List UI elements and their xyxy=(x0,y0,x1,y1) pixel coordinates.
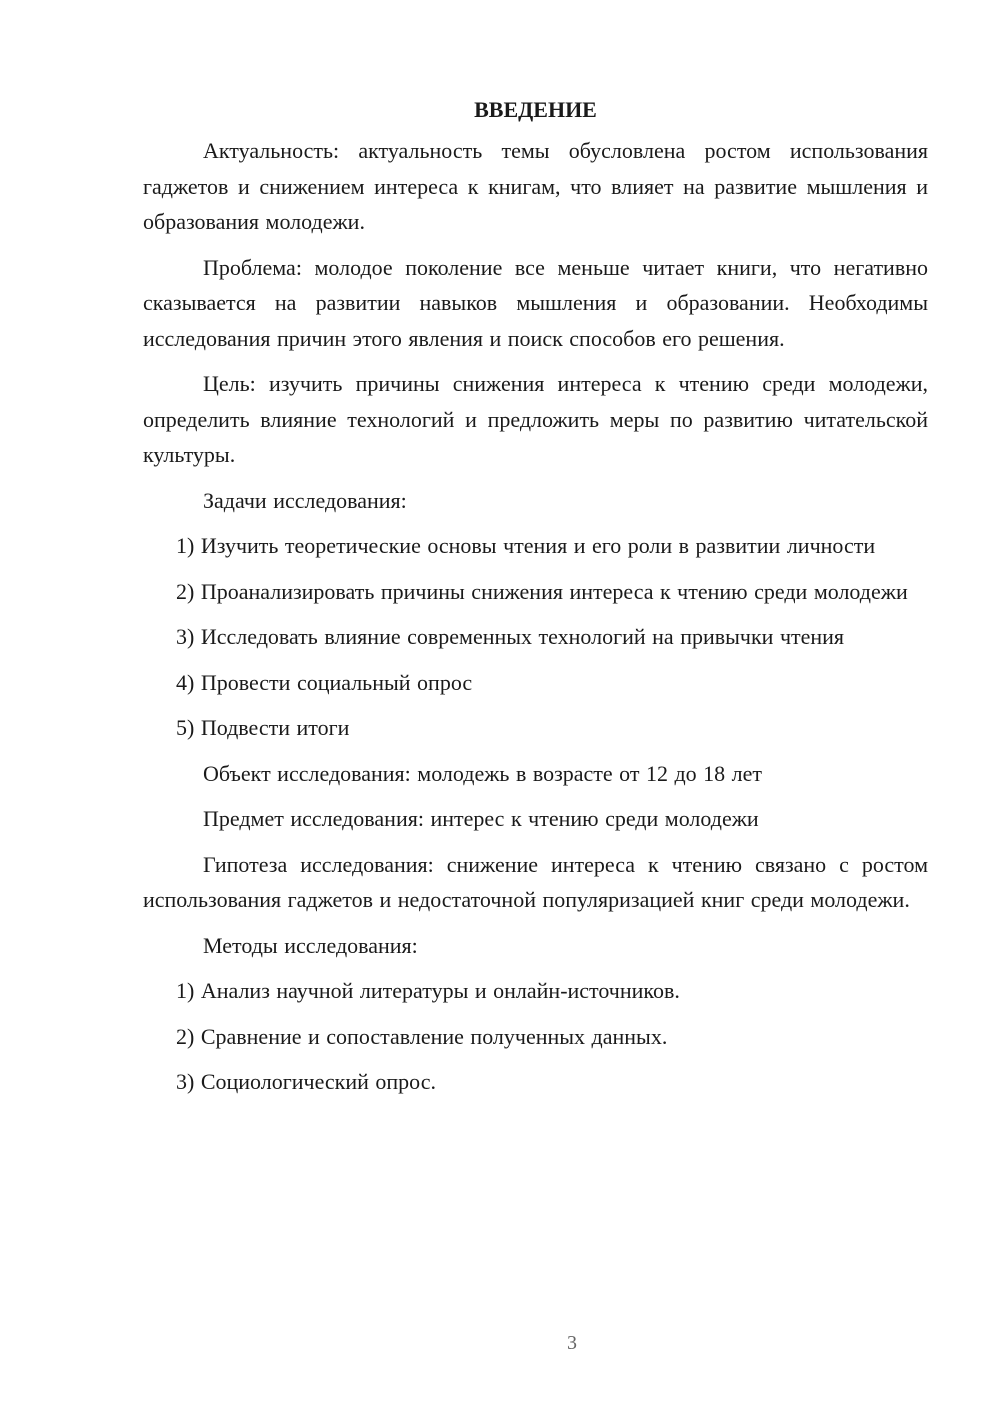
goal-paragraph: Цель: изучить причины снижения интереса к чтению среди молодежи, определить влияние технологий и предложить меры по развитию читательской культуры. xyxy=(143,371,928,467)
relevance-paragraph: Актуальность: актуальность темы обусловлена ростом использования гаджетов и снижением интереса к книгам, что влияет на развитие мышления и образования молодежи. xyxy=(143,138,928,234)
task-item: 2) Проанализировать причины снижения интереса к чтению среди молодежи xyxy=(176,578,908,604)
hypothesis-paragraph: Гипотеза исследования: снижение интереса к чтению связано с ростом использования гаджетов и недостаточной популяризацией книг среди молодежи. xyxy=(143,851,928,912)
methods-heading: Методы исследования: xyxy=(203,932,418,958)
document-page xyxy=(143,92,928,1110)
method-item: 3) Социологический опрос. xyxy=(176,1069,436,1094)
section-heading: ВВЕДЕНИЕ xyxy=(474,97,597,122)
task-item: 3) Исследовать влияние современных технологий на привычки чтения xyxy=(176,624,845,649)
task-item: 5) Подвести итоги xyxy=(176,715,350,740)
subject-paragraph: Предмет исследования: интерес к чтению среди молодежи xyxy=(203,806,759,831)
method-item: 2) Сравнение и сопоставление полученных данных. xyxy=(176,1023,668,1049)
object-paragraph: Объект исследования: молодежь в возрасте от 12 до 18 лет xyxy=(203,760,763,786)
page-number: 3 xyxy=(567,1332,577,1354)
tasks-heading: Задачи исследования: xyxy=(203,487,407,513)
task-item: 1) Изучить теоретические основы чтения и его роли в развитии личности xyxy=(176,533,876,558)
task-item: 4) Провести социальный опрос xyxy=(176,669,473,695)
problem-paragraph: Проблема: молодое поколение все меньше читает книги, что негативно сказывается на развитии навыков мышления и образовании. Необходимы исследования причин этого явления и поиск способов его решения. xyxy=(143,254,928,351)
method-item: 1) Анализ научной литературы и онлайн-источников. xyxy=(176,978,680,1003)
